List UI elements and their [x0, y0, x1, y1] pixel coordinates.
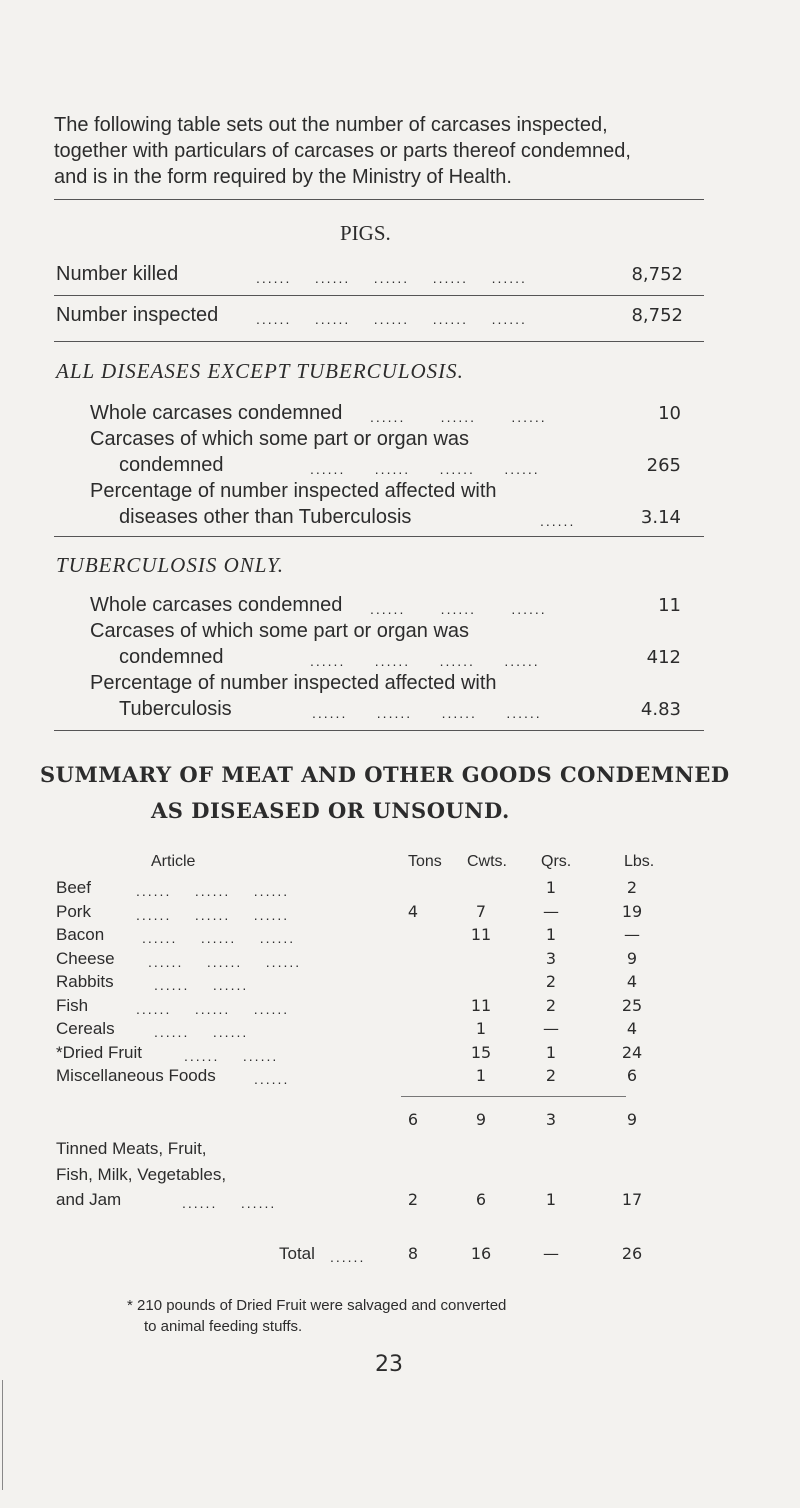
leader-dots: ...... ...... ......: [370, 601, 547, 617]
cell-cwts: 1: [475, 1066, 487, 1085]
cell-qrs: 2: [545, 1066, 557, 1085]
leader-dots: ...... ...... ......: [148, 954, 302, 970]
footnote: * 210 pounds of Dried Fruit were salvaged and converted: [127, 1297, 507, 1314]
cell-qrs: 2: [545, 972, 557, 991]
whole-carcases-label: Whole carcases condemned: [90, 402, 343, 424]
tb-part-condemned-label: Carcases of which some part or organ was: [90, 620, 470, 642]
number-killed-label: Number killed: [56, 263, 179, 285]
cell-lbs: 2: [626, 878, 638, 897]
leader-dots: ...... ......: [154, 977, 249, 993]
all-diseases-heading: ALL DISEASES EXCEPT TUBERCULOSIS.: [56, 359, 464, 383]
leader-dots: ...... ...... ...... ...... ......: [256, 311, 527, 327]
leader-dots: ...... ......: [184, 1048, 279, 1064]
divider: [54, 295, 704, 296]
page-number: 23: [375, 1352, 403, 1377]
intro-line: and is in the form required by the Ministry of Health.: [54, 166, 512, 188]
leader-dots: ...... ...... ...... ......: [310, 653, 540, 669]
cell-qrs: —: [543, 902, 559, 921]
leader-dots: ...... ......: [154, 1024, 249, 1040]
part-condemned-value: 265: [646, 455, 681, 476]
total-lbs: 26: [621, 1244, 643, 1263]
cell-lbs: 4: [626, 972, 638, 991]
tinned-tons: 2: [407, 1190, 419, 1209]
tinned-qrs: 1: [545, 1190, 557, 1209]
cell-cwts: 11: [470, 925, 492, 944]
tb-part-condemned-label-cont: condemned: [119, 646, 224, 668]
tb-whole-carcases-value: 11: [658, 595, 681, 616]
row-article: Bacon: [56, 925, 105, 944]
leader-dots: ...... ...... ......: [142, 930, 296, 946]
row-article: Fish: [56, 996, 89, 1015]
summary-title: SUMMARY OF MEAT AND OTHER GOODS CONDEMNED: [40, 762, 730, 787]
tinned-cwts: 6: [475, 1190, 487, 1209]
number-inspected-value: 8,752: [631, 305, 683, 326]
leader-dots: ......: [254, 1071, 290, 1087]
intro-line: together with particulars of carcases or parts thereof condemned,: [54, 140, 631, 162]
percentage-label-cont: diseases other than Tuberculosis: [119, 506, 412, 528]
row-article: Rabbits: [56, 972, 114, 991]
tinned-label-cont: and Jam: [56, 1190, 122, 1209]
tb-percentage-value: 4.83: [640, 699, 681, 720]
margin-line: [2, 1380, 3, 1490]
number-inspected-label: Number inspected: [56, 304, 219, 326]
header-lbs: Lbs.: [624, 853, 655, 870]
cell-lbs: 9: [626, 949, 638, 968]
number-killed-value: 8,752: [631, 264, 683, 285]
divider: [54, 199, 704, 200]
leader-dots: ...... ...... ......: [136, 1001, 290, 1017]
tb-percentage-label: Percentage of number inspected affected with: [90, 672, 497, 694]
cell-qrs: 1: [545, 878, 557, 897]
subtotal-lbs: 9: [626, 1110, 638, 1129]
cell-lbs: 24: [621, 1043, 643, 1062]
cell-cwts: 11: [470, 996, 492, 1015]
divider: [54, 730, 704, 731]
total-label: Total: [279, 1244, 315, 1263]
row-article: Pork: [56, 902, 91, 921]
header-article: Article: [151, 853, 196, 870]
intro-line: The following table sets out the number of carcases inspected,: [54, 114, 608, 136]
tb-whole-carcases-label: Whole carcases condemned: [90, 594, 343, 616]
percentage-label: Percentage of number inspected affected with: [90, 480, 497, 502]
tb-part-condemned-value: 412: [646, 647, 681, 668]
header-qrs: Qrs.: [541, 853, 572, 870]
intro-paragraph: [54, 112, 754, 190]
leader-dots: ...... ...... ......: [136, 907, 290, 923]
total-cwts: 16: [470, 1244, 492, 1263]
divider: [54, 341, 704, 342]
cell-cwts: 1: [475, 1019, 487, 1038]
leader-dots: ......: [540, 513, 576, 529]
tinned-label-cont: Fish, Milk, Vegetables,: [56, 1165, 227, 1184]
row-article: Cereals: [56, 1019, 115, 1038]
row-article: Cheese: [56, 949, 115, 968]
leader-dots: ...... ...... ...... ...... ......: [256, 270, 527, 286]
leader-dots: ...... ...... ......: [136, 883, 290, 899]
row-article: Beef: [56, 878, 91, 897]
leader-dots: ......: [330, 1249, 366, 1265]
cell-lbs: 4: [626, 1019, 638, 1038]
part-condemned-label: Carcases of which some part or organ was: [90, 428, 470, 450]
part-condemned-label-cont: condemned: [119, 454, 224, 476]
tb-only-heading: TUBERCULOSIS ONLY.: [56, 553, 285, 577]
cell-qrs: 1: [545, 925, 557, 944]
subtotal-qrs: 3: [545, 1110, 557, 1129]
cell-qrs: 3: [545, 949, 557, 968]
leader-dots: ...... ......: [182, 1195, 277, 1211]
cell-cwts: 7: [475, 902, 487, 921]
cell-lbs: —: [624, 925, 640, 944]
leader-dots: ...... ...... ...... ......: [312, 705, 542, 721]
cell-qrs: 1: [545, 1043, 557, 1062]
header-tons: Tons: [408, 853, 442, 870]
divider: [54, 536, 704, 537]
tinned-lbs: 17: [621, 1190, 643, 1209]
pigs-heading: PIGS.: [340, 221, 391, 245]
header-cwts: Cwts.: [467, 853, 507, 870]
tinned-label: Tinned Meats, Fruit,: [56, 1139, 207, 1158]
cell-cwts: 15: [470, 1043, 492, 1062]
row-article: Miscellaneous Foods: [56, 1066, 216, 1085]
cell-lbs: 6: [626, 1066, 638, 1085]
subtotal-rule: [401, 1096, 626, 1097]
total-qrs: —: [543, 1244, 559, 1263]
leader-dots: ...... ...... ......: [370, 409, 547, 425]
cell-lbs: 25: [621, 996, 643, 1015]
footnote-cont: to animal feeding stuffs.: [144, 1318, 303, 1335]
whole-carcases-value: 10: [658, 403, 681, 424]
cell-qrs: —: [543, 1019, 559, 1038]
tb-percentage-label-cont: Tuberculosis: [119, 698, 232, 720]
subtotal-cwts: 9: [475, 1110, 487, 1129]
percentage-value: 3.14: [640, 507, 681, 528]
cell-lbs: 19: [621, 902, 643, 921]
total-tons: 8: [407, 1244, 419, 1263]
leader-dots: ...... ...... ...... ......: [310, 461, 540, 477]
cell-tons: 4: [407, 902, 419, 921]
subtotal-tons: 6: [407, 1110, 419, 1129]
summary-subtitle: AS DISEASED OR UNSOUND.: [151, 798, 510, 823]
row-article: *Dried Fruit: [56, 1043, 142, 1062]
cell-qrs: 2: [545, 996, 557, 1015]
